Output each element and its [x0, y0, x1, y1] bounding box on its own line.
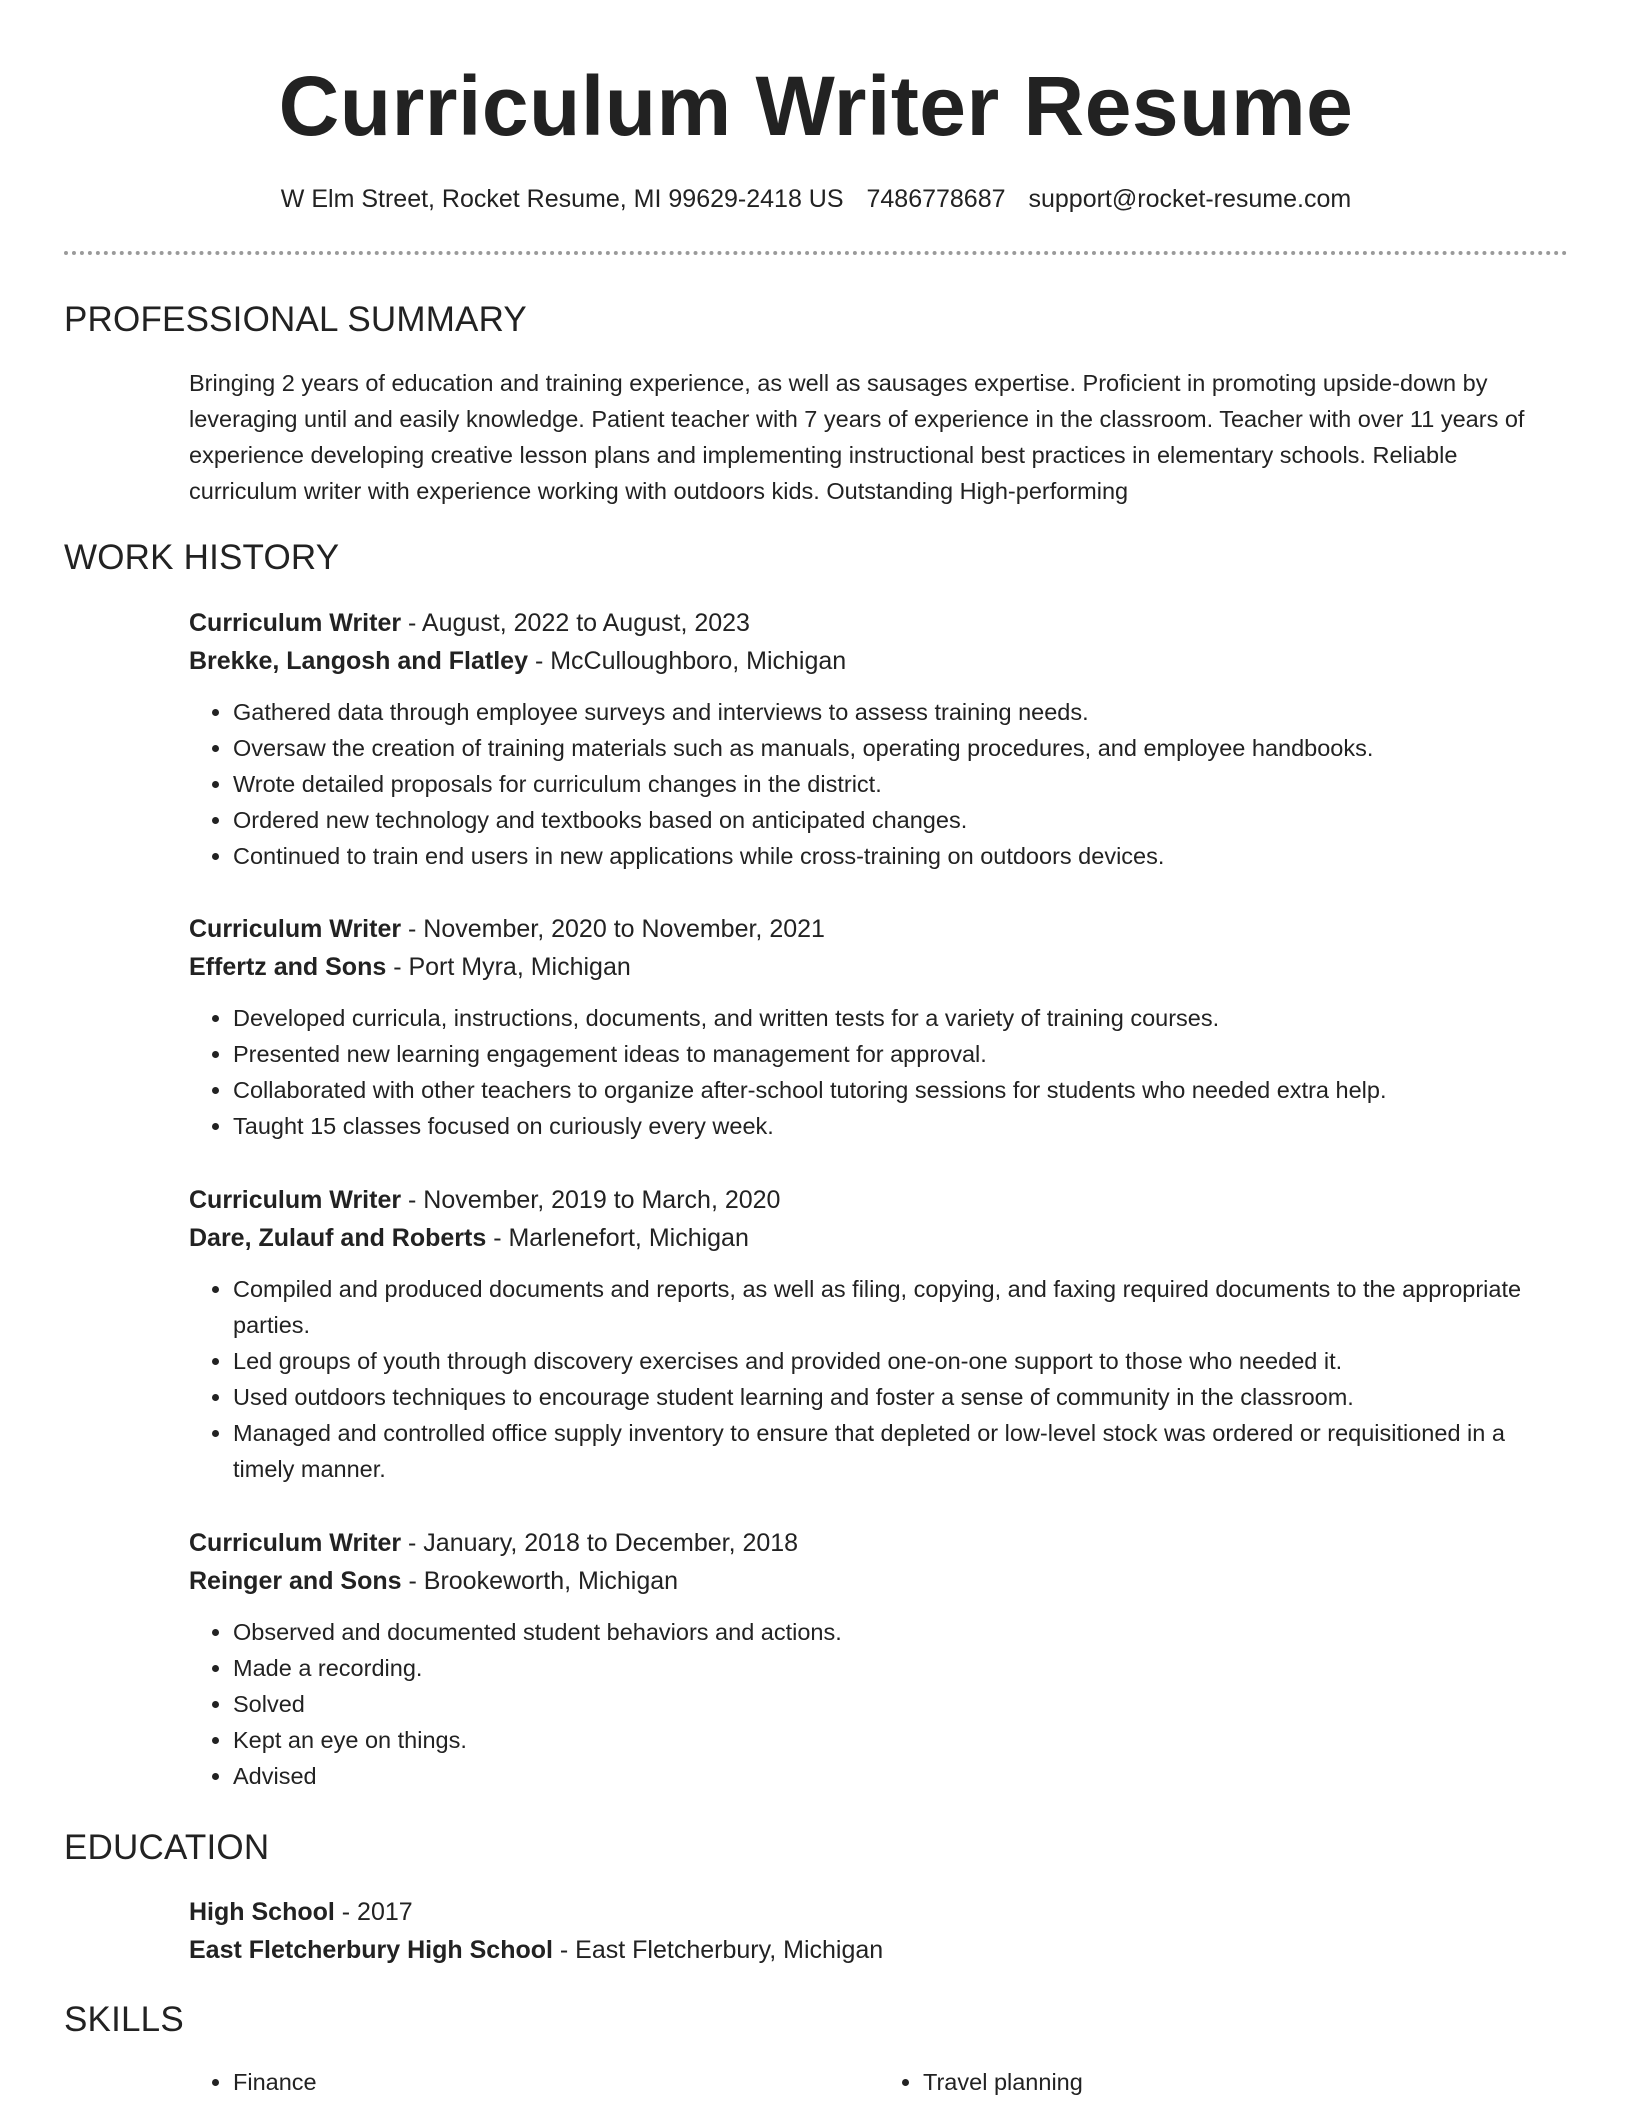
job-role: Curriculum Writer [189, 1529, 402, 1557]
list-item: • Presented new learning engagement ideas to management for approval. [233, 1036, 1569, 1072]
job-entry [189, 1524, 1569, 1794]
list-item: • Kept an eye on things. [233, 1722, 1569, 1758]
list-item: • Ordered new technology and textbooks based on anticipated changes. [233, 802, 1569, 838]
job-entry [189, 604, 1569, 874]
resume-title: Curriculum Writer Resume [278, 59, 1354, 153]
job-location: - Marlenefort, Michigan [486, 1224, 749, 1252]
header-divider [64, 251, 1568, 255]
contact-email[interactable]: support@rocket-resume.com [1028, 185, 1352, 213]
job-company: Brekke, Langosh and Flatley [189, 647, 528, 675]
job-company-line [189, 642, 1569, 680]
job-entry [189, 910, 1569, 1144]
job-bullets [189, 1000, 1569, 1144]
skills-list [189, 2064, 1569, 2100]
job-company-line [189, 1562, 1569, 1600]
section-title-education: EDUCATION [64, 1828, 270, 1867]
job-role-line [189, 910, 1569, 948]
contact-phone: 7486778687 [866, 185, 1006, 213]
job-role: Curriculum Writer [189, 1186, 402, 1214]
job-location: - Port Myra, Michigan [386, 953, 631, 981]
list-item: • Used outdoors techniques to encourage student learning and foster a sense of community in the classroom. [233, 1379, 1569, 1415]
job-role: Curriculum Writer [189, 609, 402, 637]
education-school: East Fletcherbury High School [189, 1936, 553, 1964]
list-item: • Oversaw the creation of training materials such as manuals, operating procedures, and employee handbooks. [233, 730, 1569, 766]
job-dates: - November, 2020 to November, 2021 [401, 915, 825, 943]
list-item: • Collaborated with other teachers to organize after-school tutoring sessions for students who needed extra help. [233, 1072, 1569, 1108]
education-year: - 2017 [334, 1898, 413, 1926]
list-item: • Compiled and produced documents and reports, as well as filing, copying, and faxing required documents to the appropriate parties. [233, 1271, 1569, 1343]
job-role-line [189, 1181, 1569, 1219]
job-location: - Brookeworth, Michigan [401, 1567, 679, 1595]
list-item: • Led groups of youth through discovery exercises and provided one-on-one support to those who needed it. [233, 1343, 1569, 1379]
job-role-line [189, 1524, 1569, 1562]
skills-column-left [189, 2064, 879, 2100]
list-item: • Developed curricula, instructions, documents, and written tests for a variety of training courses. [233, 1000, 1569, 1036]
section-title-summary: PROFESSIONAL SUMMARY [64, 300, 527, 339]
list-item: • Advised [233, 1758, 1569, 1794]
skills-grid [189, 2064, 1569, 2100]
skill-item: • Finance [233, 2064, 879, 2100]
job-location: - McCulloughboro, Michigan [528, 647, 847, 675]
education-entry [189, 1893, 1569, 1969]
job-company-line [189, 948, 1569, 986]
list-item: • Gathered data through employee surveys and interviews to assess training needs. [233, 694, 1569, 730]
job-bullets [189, 1271, 1569, 1487]
job-entry [189, 1181, 1569, 1487]
list-item: • Managed and controlled office supply inventory to ensure that depleted or low-level stock was ordered or requisitioned in a timely manner. [233, 1415, 1569, 1487]
job-dates: - August, 2022 to August, 2023 [401, 609, 750, 637]
education-location: - East Fletcherbury, Michigan [552, 1936, 884, 1964]
contact-line [0, 182, 1632, 216]
list-item: • Wrote detailed proposals for curriculum changes in the district. [233, 766, 1569, 802]
education-school-line [189, 1931, 1569, 1969]
list-item: • Observed and documented student behaviors and actions. [233, 1614, 1569, 1650]
education-degree: High School [189, 1898, 335, 1926]
list-item: • Continued to train end users in new applications while cross-training on outdoors devices. [233, 838, 1569, 874]
job-role: Curriculum Writer [189, 915, 402, 943]
contact-address: W Elm Street, Rocket Resume, MI 99629-2418 US [280, 185, 844, 213]
job-company: Reinger and Sons [189, 1567, 402, 1595]
list-item: • Taught 15 classes focused on curiously every week. [233, 1108, 1569, 1144]
list-item: • Solved [233, 1686, 1569, 1722]
skills-column-right [879, 2064, 1569, 2100]
job-company: Dare, Zulauf and Roberts [189, 1224, 487, 1252]
job-role-line [189, 604, 1569, 642]
job-dates: - January, 2018 to December, 2018 [401, 1529, 799, 1557]
job-dates: - November, 2019 to March, 2020 [401, 1186, 781, 1214]
job-company: Effertz and Sons [189, 953, 387, 981]
list-item: • Made a recording. [233, 1650, 1569, 1686]
summary-text: Bringing 2 years of education and training experience, as well as sausages expertise. Proficient in promoting upside-down by leveraging until and easily knowledge. Patient teacher with 7 years of experience in the classroom. Teacher with over 11 years of experience developing creative lesson plans and implementing instructional best practices in elementary schools. Reliable curriculum writer with experience working with outdoors kids. Outstanding High-performing [189, 370, 1525, 504]
job-company-line [189, 1219, 1569, 1257]
education-degree-line [189, 1893, 1569, 1931]
job-bullets [189, 1614, 1569, 1794]
job-bullets [189, 694, 1569, 874]
skill-item: • Travel planning [923, 2064, 1569, 2100]
section-title-skills: SKILLS [64, 2000, 184, 2039]
section-title-work-history: WORK HISTORY [64, 538, 340, 577]
